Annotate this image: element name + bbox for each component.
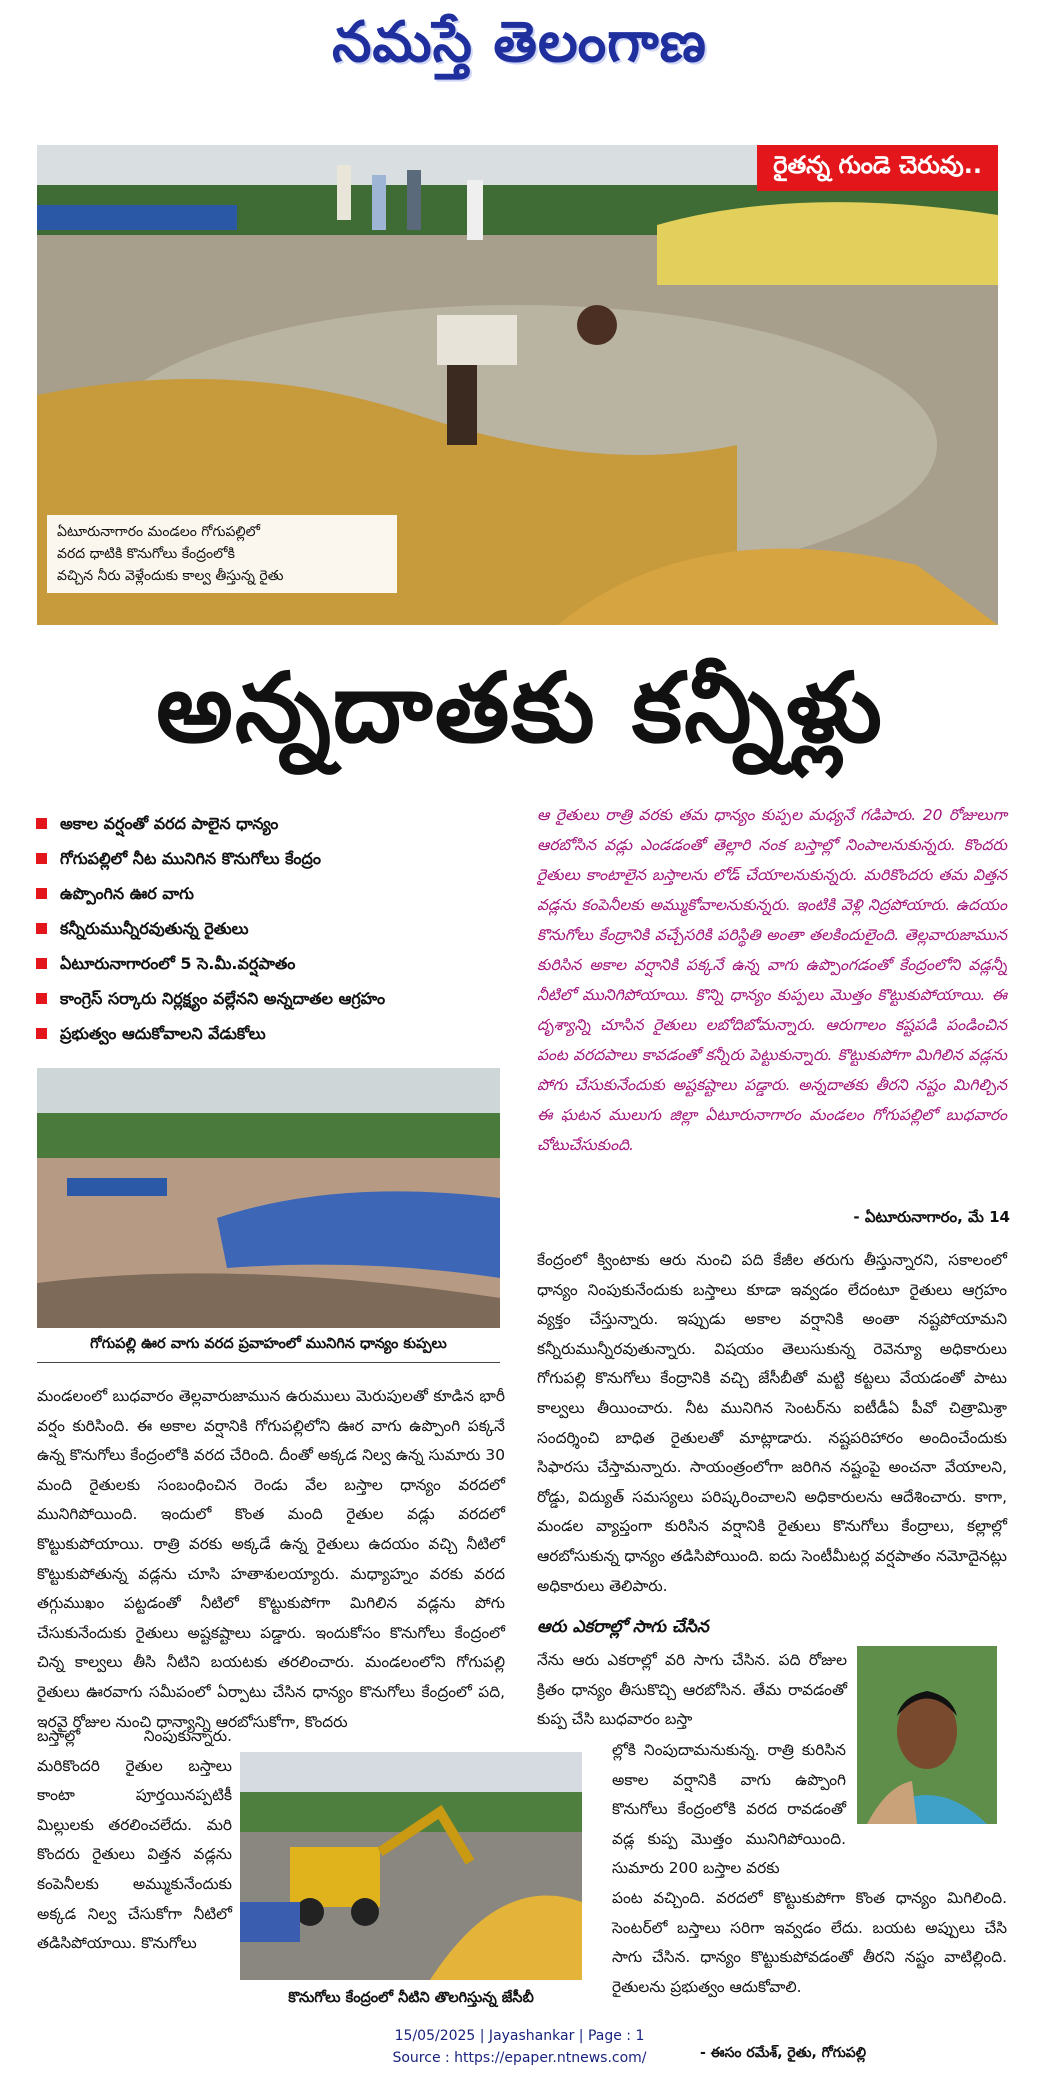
bottom-photo-caption: కొనుగోలు కేంద్రంలో నీటిని తొలగిస్తున్న జేసీబీ xyxy=(288,1990,534,2006)
highlight-item: అకాల వర్షంతో వరద పాలైన ధాన్యం xyxy=(34,806,514,841)
highlight-item: ఉప్పొంగిన ఊర వాగు xyxy=(34,876,514,911)
caption-line: ఏటూరునాగారం మండలం గోగుపల్లిలో xyxy=(57,524,261,540)
footer-source[interactable]: Source : https://epaper.ntnews.com/ xyxy=(392,2050,647,2066)
left-body-text: మండలంలో బుధవారం తెల్లవారుజామున ఉరుములు మెరుపులతో కూడిన భారీ వర్షం కురిసింది. ఈ అకాల వర్షానికి గోగుపల్లిలోని ఊర వాగు ఉప్పొంగి పక్కనే ఉన్న కొనుగోలు కేంద్రంలోకి వరద చేరింది. దీంతో అక్కడ నిల్వ ఉన్న సుమారు 30 మంది రైతులకు సంబంధించిన రెండు వేల బస్తాల ధాన్యం వరదలో మునిగిపోయింది. ఇందులో కొంత మంది రైతుల వడ్లు వరదలో కొట్టుకుపోయాయి. రాత్రి వరకు అక్కడే ఉన్న రైతులు ఉదయం వచ్చి నీటిలో కొట్టుకుపోతున్న వడ్లను చూసి హతాశులయ్యారు. మధ్యాహ్నం వరకు వరద తగ్గుముఖం పట్టడంతో నీటిలో కొట్టుకుపోగా మిగిలిన వడ్లను పోగు చేసుకునేందుకు రైతులు అష్టకష్టాలు పడ్డారు. ఇందుకోసం కొనుగోలు కేంద్రంలో చిన్న కాల్వలు తీసి నీటిని బయటకు తరలించారు. మండలంలోని గోగుపల్లి రైతులు ఊరవాగు సమీపంలో ఏర్పాటు చేసిన ధాన్యం కొనుగోలు కేంద్రంలో పది, ఇరవై రోజుల నుంచి ధాన్యాన్ని ఆరబోసుకోగా, కొందరు xyxy=(37,1387,505,1731)
highlights-list xyxy=(34,806,514,1051)
headline-text: అన్నదాతకు కన్నీళ్లు xyxy=(156,652,884,764)
farmer-quote-top: నేను ఆరు ఎకరాల్లో వరి సాగు చేసిన. పది రోజుల క్రితం ధాన్యం తీసుకొచ్చి ఆరబోసిన. తేమ రావడంతో కుప్ప చేసి బుధవారం బస్తా xyxy=(537,1651,847,1729)
byline: - ఈసం రమేశ్, రైతు, గోగుపల్లి xyxy=(700,2045,867,2061)
photo-tag: రైతన్న గుండె చెరువు.. xyxy=(757,145,998,191)
caption-line: వరద ధాటికి కొనుగోలు కేంద్రంలోకి xyxy=(57,546,235,562)
caption-line: వచ్చిన నీరు వెళ్లేందుకు కాల్వ తీస్తున్న రైతు xyxy=(57,568,284,584)
divider xyxy=(37,1362,500,1363)
highlight-item: ఏటూరునాగారంలో 5 సె.మీ.వర్షపాతం xyxy=(34,946,514,981)
highlight-item: కాంగ్రెస్ సర్కారు నిర్లక్ష్యం వల్లేనని అన్నదాతల ఆగ్రహం xyxy=(34,981,514,1016)
subhead: ఆరు ఎకరాల్లో సాగు చేసిన xyxy=(537,1617,709,1637)
top-photo xyxy=(37,145,998,625)
highlight-item: గోగుపల్లిలో నీట మునిగిన కొనుగోలు కేంద్రం xyxy=(34,841,514,876)
mid-photo xyxy=(37,1068,500,1328)
right-body-text: కేంద్రంలో క్వింటాకు ఆరు నుంచి పది కేజీల తరుగు తీస్తున్నారని, సకాలంలో ధాన్యం నింపుకునేందుకు బస్తాలు కూడా ఇవ్వడం లేదంటూ రైతులు ఆగ్రహం వ్యక్తం చేస్తున్నారు. ఇప్పుడు అకాల వర్షానికి అంతా నష్టపోయామని కన్నీరుమున్నీరవుతున్నారు. విషయం తెలుసుకున్న రెవెన్యూ అధికారులు గోగుపల్లి కొనుగోలు కేంద్రానికి వచ్చి జేసీబీతో మట్టి కట్టలు వేయడంతో పాటు కాల్వలు తీయించారు. నీట మునిగిన సెంటర్‌ను ఐటీడీఏ పీవో చిత్రామిశ్రా సందర్శించి బాధిత రైతులతో మాట్లాడారు. నష్టపరిహారం అందించేందుకు సిఫారసు చేస్తామన్నారు. సాయంత్రంలోగా జరిగిన నష్టంపై అంచనా వేయాలని, రోడ్డు, విద్యుత్ సమస్యలు పరిష్కరించాలని అధికారులను ఆదేశించారు. కాగా, మండల వ్యాప్తంగా కురిసిన వర్షానికి రైతులు కొనుగోలు కేంద్రాలు, కల్లాల్లో ఆరబోసుకున్న ధాన్యం తడిసిపోయింది. ఐదు సెంటీమీటర్ల వర్షపాతం నమోదైనట్లు అధికారులు తెలిపారు. xyxy=(537,1251,1007,1595)
farmer-quote-narrow: ల్లోకి నింపుదామనుకున్న. రాత్రి కురిసిన అకాల వర్షానికి వాగు ఉప్పొంగి కొనుగోలు కేంద్రంలోకి వరద రావడంతో వడ్ల కుప్ప మొత్తం మునిగిపోయింది. సుమారు 200 బస్తాల వరకు xyxy=(612,1741,846,1878)
mid-photo-caption: గోగుపల్లి ఊర వాగు వరద ప్రవాహంలో మునిగిన ధాన్యం కుప్పలు xyxy=(90,1336,447,1352)
highlight-item: కన్నీరుమున్నీరవుతున్న రైతులు xyxy=(34,911,514,946)
masthead xyxy=(0,9,1039,84)
mid-photo-image xyxy=(37,1068,500,1328)
intro-paragraph: ఆ రైతులు రాత్రి వరకు తమ ధాన్యం కుప్పల మధ్యనే గడిపారు. 20 రోజులుగా ఆరబోసిన వడ్లు ఎండడంతో తెల్లారి నంక బస్తాల్లో నింపాలనుకున్నరు. కొందరు రైతులు కాంటాలైన బస్తాలను లోడ్ చేయాలనుకున్నరు. మరికొందరు తమ విత్తన వడ్లను కంపెనీలకు అమ్ముకోవాలనుకున్నరు. ఇంటికి వెళ్లి నిద్రపోయారు. ఉదయం కొనుగోలు కేంద్రానికి వచ్చేసరికి పరిస్థితి అంతా తలకిందులైంది. తెల్లవారుజామున కురిసిన అకాల వర్షానికి పక్కనే ఉన్న వాగు ఉప్పొంగడంతో కేంద్రంలోని వడ్లన్నీ నీటిలో మునిగిపోయాయి. కొన్ని ధాన్యం కుప్పలు మొత్తం కొట్టుకుపోయాయి. ఈ దృశ్యాన్ని చూసిన రైతులు లబోదిబోమన్నారు. ఆరుగాలం కష్టపడి పండించిన పంట వరదపాలు కావడంతో కన్నీరు పెట్టుకున్నారు. కొట్టుకుపోగా మిగిలిన వడ్లను పోగు చేసుకునేందుకు అష్టకష్టాలు పడ్డారు. అన్నదాతకు తీరని నష్టం మిగిల్చిన ఈ ఘటన ములుగు జిల్లా ఏటూరునాగారం మండలం గోగుపల్లిలో బుధవారం చోటుచేసుకుంది. xyxy=(537,806,1007,1154)
headline xyxy=(30,652,1010,780)
top-photo-caption xyxy=(47,515,397,593)
farmer-portrait xyxy=(857,1646,997,1824)
bottom-photo-image xyxy=(240,1752,582,1980)
footer-date: 15/05/2025 | Jayashankar | Page : 1 xyxy=(394,2028,645,2044)
farmer-quote-bottom: పంట వచ్చింది. వరదలో కొట్టుకుపోగా కొంత ధాన్యం మిగిలింది. సెంటర్‌లో బస్తాలు సరిగా ఇవ్వడం లేదు. బయట అప్పులు చేసి సాగు చేసిన. ధాన్యం కొట్టుకుపోవడంతో తీరని నష్టం వాటిల్లింది. రైతులను ప్రభుత్వం ఆదుకోవాలి. xyxy=(612,1889,1007,1996)
farmer-portrait-image xyxy=(857,1646,997,1824)
bottom-photo xyxy=(240,1752,582,1980)
highlight-item: ప్రభుత్వం ఆదుకోవాలని వేడుకోలు xyxy=(34,1016,514,1051)
masthead-title: నమస్తే తెలంగాణ xyxy=(332,9,707,75)
left-narrow-text: బస్తాల్లో నింపుకున్నారు. మరికొందరి రైతుల బస్తాలు కాంటా పూర్తయినప్పటికీ మిల్లులకు తరలించలేదు. మరి కొందరు రైతులు విత్తన వడ్లను కంపెనీలకు అమ్ముకునేందుకు అక్కడ నిల్వ చేసుకోగా నీటిలో తడిసిపోయాయి. కొనుగోలు xyxy=(37,1727,232,1953)
dateline: - ఏటూరునాగారం, మే 14 xyxy=(853,1208,1010,1226)
